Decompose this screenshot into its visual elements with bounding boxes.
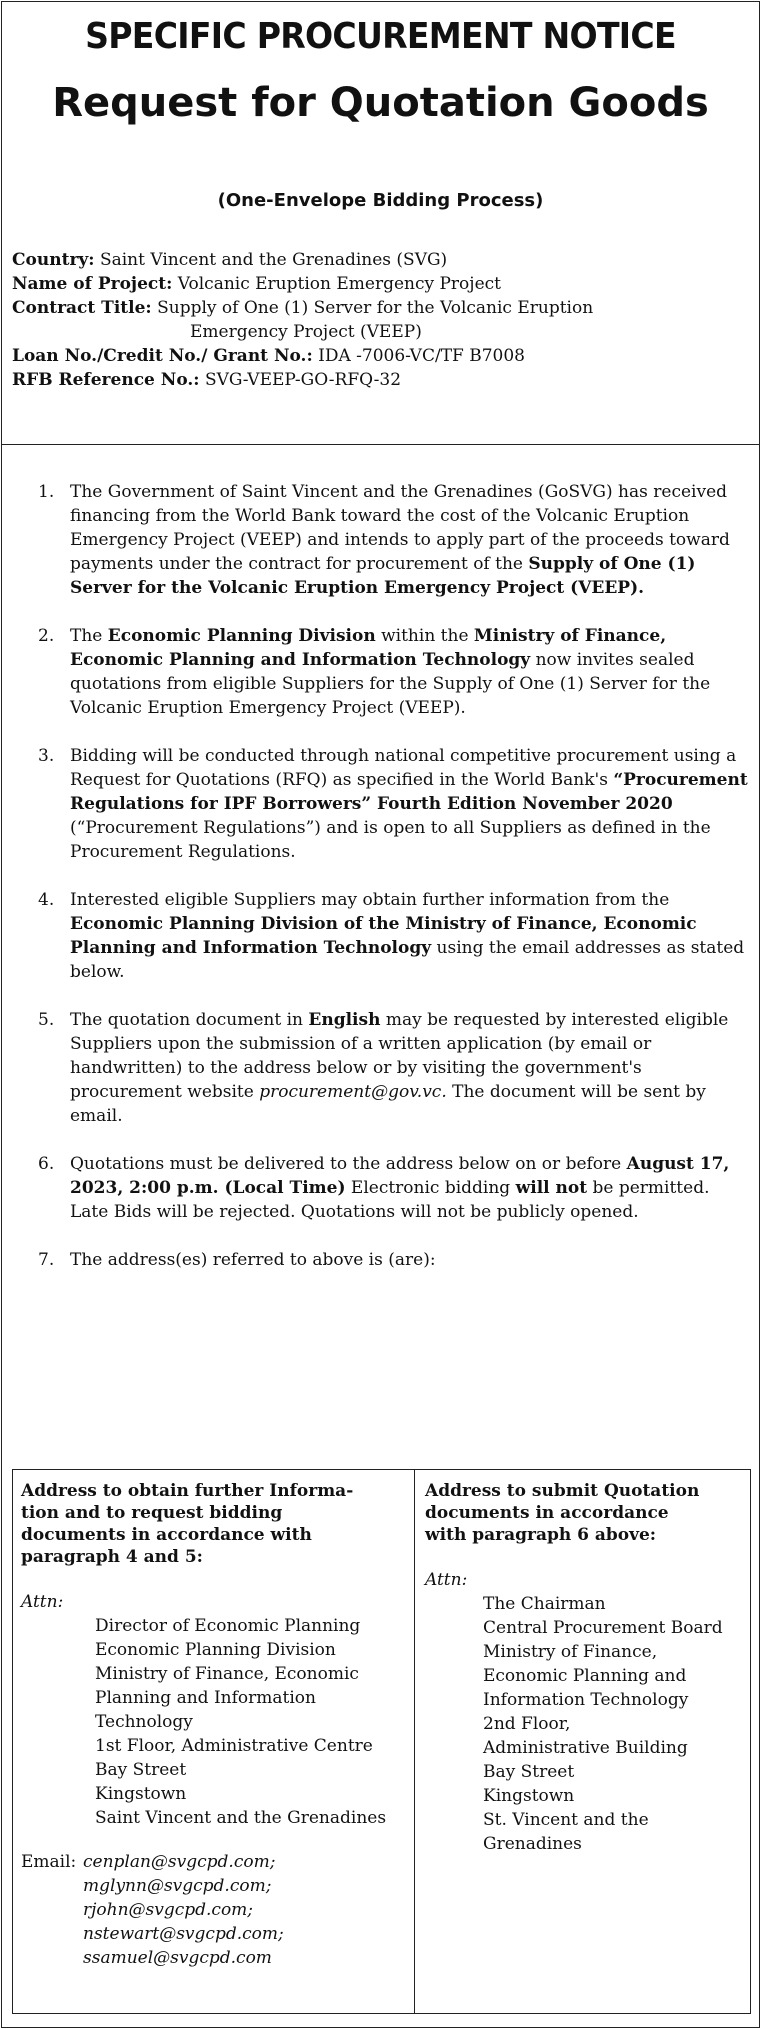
heading-line: with paragraph 6 above: xyxy=(425,1525,657,1545)
address-line: 2nd Floor, xyxy=(483,1714,571,1734)
loan-value: IDA -7006-VC/TF B7008 xyxy=(318,346,525,366)
contract-label: Contract Title: xyxy=(12,298,152,318)
deadline-text: August 17, 2023, 2:00 p.m. (Local Time) xyxy=(70,1154,730,1198)
rfb-value: SVG-VEEP-GO-RFQ-32 xyxy=(204,370,402,390)
address-line: Central Procurement Board xyxy=(483,1618,723,1638)
item-text: The document will be sent by email. xyxy=(70,1082,706,1126)
item-number: 1. xyxy=(38,482,55,502)
country-value: Saint Vincent and the Grenadines (SVG) xyxy=(99,250,448,270)
email-link[interactable]: mglynn@svgcpd.com; xyxy=(83,1876,272,1896)
address-left-heading xyxy=(21,1480,406,1568)
item-bold: Supply of One (1) Server for the Volcanic Eruption Emergency Project (VEEP). xyxy=(70,554,696,598)
item-text: The address(es) referred to above is (are): xyxy=(70,1250,436,1270)
heading-line: Address to submit Quotation xyxy=(425,1481,700,1501)
email-link[interactable]: rjohn@svgcpd.com; xyxy=(83,1900,254,1920)
item-text: Bidding will be conducted through national competitive procurement using a Request for Quotations (RFQ) as specified in the World Bank's xyxy=(70,746,737,790)
heading-line: Address to obtain further Informa- xyxy=(21,1481,354,1501)
loan-row xyxy=(12,344,752,368)
item-bold: Ministry of Finance, Economic Planning and Information Technology xyxy=(70,626,667,670)
loan-label: Loan No./Credit No./ Grant No.: xyxy=(12,346,313,366)
item-number: 3. xyxy=(38,746,55,766)
email-block xyxy=(21,1850,406,1970)
contract-value-line1: Supply of One (1) Server for the Volcanic Eruption xyxy=(157,298,594,318)
contract-value-line2: Emergency Project (VEEP) xyxy=(190,322,422,342)
notice-items xyxy=(38,480,750,1296)
list-item xyxy=(38,744,750,864)
bidding-process: (One-Envelope Bidding Process) xyxy=(217,190,544,211)
address-line: 1st Floor, Administrative Centre xyxy=(95,1736,373,1756)
notice-subtitle xyxy=(0,80,761,126)
rfb-label: RFB Reference No.: xyxy=(12,370,200,390)
list-item xyxy=(38,1008,750,1128)
country-label: Country: xyxy=(12,250,95,270)
item-bold: Economic Planning Division of the Ministry of Finance, Economic Planning and Information Technology xyxy=(70,914,697,958)
item-bold: English xyxy=(308,1010,381,1030)
project-row xyxy=(12,272,752,296)
address-line: Ministry of Finance, xyxy=(483,1642,658,1662)
item-text: (“Procurement Regulations”) and is open to all Suppliers as defined in the Procurement Regulations. xyxy=(70,818,711,862)
contract-row xyxy=(12,296,752,320)
address-line: Administrative Building xyxy=(483,1738,688,1758)
item-number: 2. xyxy=(38,626,55,646)
item-text: now invites sealed quotations from eligible Suppliers for the Supply of One (1) Server for the Volcanic Eruption Emergency Project (VEEP). xyxy=(70,650,711,718)
address-right-heading xyxy=(425,1480,740,1546)
address-line: Bay Street xyxy=(95,1760,187,1780)
procurement-email-link[interactable]: procurement@gov.vc. xyxy=(259,1082,447,1102)
country-row xyxy=(12,248,752,272)
item-text: be permitted. Late Bids will be rejected. Quotations will not be publicly opened. xyxy=(70,1178,710,1222)
address-line: Information Technology xyxy=(483,1690,689,1710)
item-bold: Economic Planning Division xyxy=(107,626,376,646)
heading-line: documents in accordance with xyxy=(21,1525,312,1545)
address-left-column xyxy=(13,1470,415,2013)
address-line: Economic Planning Division xyxy=(95,1640,336,1660)
item-number: 6. xyxy=(38,1154,55,1174)
heading-line: paragraph 4 and 5: xyxy=(21,1547,203,1567)
section-divider xyxy=(2,444,759,445)
item-number: 5. xyxy=(38,1010,55,1030)
address-line: Director of Economic Planning xyxy=(95,1616,361,1636)
email-label: Email: xyxy=(21,1852,77,1872)
item-text: The quotation document in xyxy=(70,1010,303,1030)
rfb-row xyxy=(12,368,752,392)
address-line: Technology xyxy=(95,1712,193,1732)
address-line: Kingstown xyxy=(95,1784,187,1804)
address-line: Planning and Information xyxy=(95,1688,316,1708)
heading-line: tion and to request bidding xyxy=(21,1503,283,1523)
address-line: Ministry of Finance, Economic xyxy=(95,1664,359,1684)
project-value: Volcanic Eruption Emergency Project xyxy=(177,274,501,294)
item-number: 4. xyxy=(38,890,55,910)
item-text: Interested eligible Suppliers may obtain further information from the xyxy=(70,890,670,910)
item-text: The Government of Saint Vincent and the Grenadines (GoSVG) has received financing from the World Bank toward the cost of the Volcanic Eruption Emergency Project (VEEP) and intends to apply part of the proceeds toward payments under the contract for procurement of the xyxy=(70,482,730,574)
subtitle-text: Request for Quotation Goods xyxy=(52,80,709,126)
item-bold: “Procurement Regulations for IPF Borrowers” Fourth Edition November 2020 xyxy=(70,770,748,814)
item-text: within the xyxy=(381,626,469,646)
address-line: Economic Planning and xyxy=(483,1666,687,1686)
notice-info xyxy=(12,248,752,392)
attn-label: Attn: xyxy=(425,1570,468,1590)
address-right-column xyxy=(415,1470,750,2013)
address-table xyxy=(12,1469,751,2014)
address-line: Grenadines xyxy=(483,1834,582,1854)
address-line: Bay Street xyxy=(483,1762,575,1782)
attn-label: Attn: xyxy=(21,1592,64,1612)
item-text: may be requested by interested eligible Suppliers upon the submission of a written application (by email or handwritten) to the address below or by visiting the government's procurement website xyxy=(70,1010,729,1102)
list-item xyxy=(38,888,750,984)
address-line: Kingstown xyxy=(483,1786,575,1806)
email-link[interactable]: nstewart@svgcpd.com; xyxy=(83,1924,284,1944)
item-bold: will not xyxy=(515,1178,588,1198)
list-item xyxy=(38,1248,750,1272)
address-line: St. Vincent and the xyxy=(483,1810,649,1830)
email-list xyxy=(21,1850,406,1970)
item-text: using the email addresses as stated below. xyxy=(70,938,745,982)
list-item xyxy=(38,480,750,600)
list-item xyxy=(38,1152,750,1224)
address-line: Saint Vincent and the Grenadines xyxy=(95,1808,387,1828)
item-number: 7. xyxy=(38,1250,55,1270)
notice-title: SPECIFIC PROCUREMENT NOTICE xyxy=(85,16,676,57)
project-label: Name of Project: xyxy=(12,274,173,294)
item-text: Electronic bidding xyxy=(350,1178,511,1198)
item-text: Quotations must be delivered to the address below on or before xyxy=(70,1154,622,1174)
address-left-lines xyxy=(21,1614,406,1830)
address-right-lines xyxy=(425,1592,740,1856)
contract-row-cont xyxy=(12,320,752,344)
email-link[interactable]: ssamuel@svgcpd.com xyxy=(83,1948,272,1968)
item-text: The xyxy=(70,626,103,646)
heading-line: documents in accordance xyxy=(425,1503,669,1523)
address-line: The Chairman xyxy=(483,1594,606,1614)
email-link[interactable]: cenplan@svgcpd.com; xyxy=(83,1852,276,1872)
list-item xyxy=(38,624,750,720)
